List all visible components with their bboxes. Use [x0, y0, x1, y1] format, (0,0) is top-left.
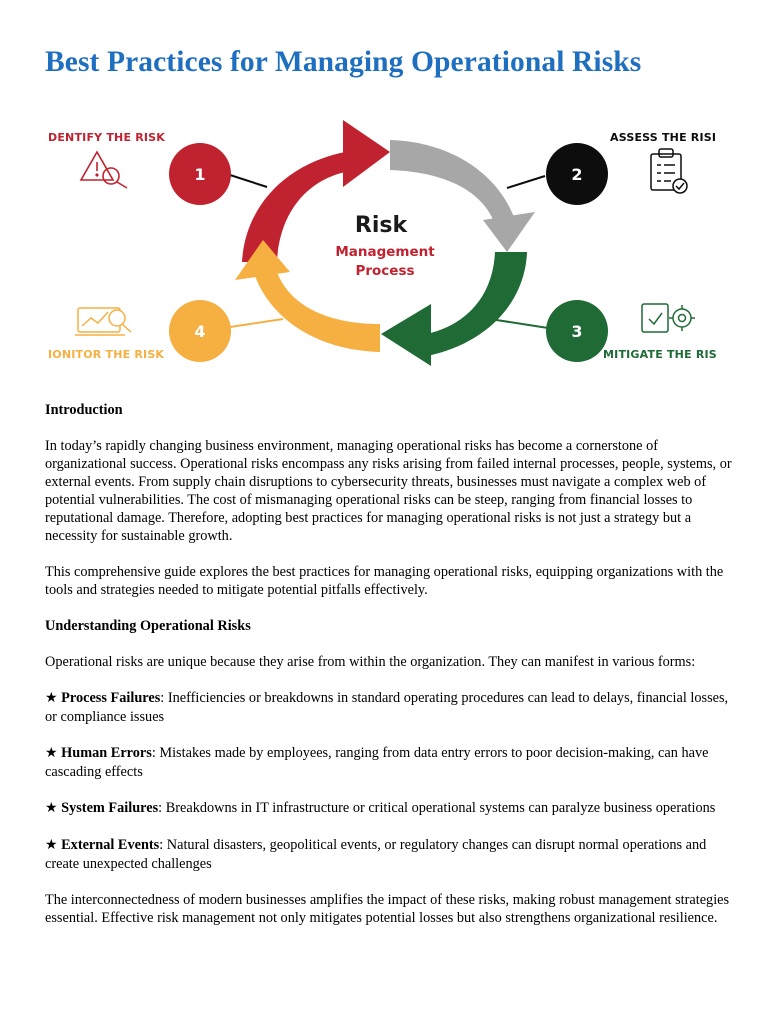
bullet-term: External Events: [61, 837, 160, 853]
star-icon: ★: [45, 838, 58, 853]
step-4-badge: [169, 300, 231, 362]
bullet-human-errors: [45, 744, 735, 781]
connector-line-3: [490, 319, 548, 328]
star-icon: ★: [45, 691, 58, 706]
step-1-label: DENTIFY THE RISK: [48, 131, 166, 144]
understanding-heading: Understanding Operational Risks: [45, 618, 251, 634]
bullet-process-failures: [45, 689, 735, 726]
bullet-text: : Mistakes made by employees, ranging from data entry errors to poor decision-making, can have cascading effects: [45, 745, 709, 780]
bullet-text: : Natural disasters, geopolitical events, or regulatory changes can disrupt normal operations and create unexpected challenges: [45, 837, 707, 872]
risk-management-process-diagram: [45, 112, 725, 372]
gear-check-icon: [642, 304, 695, 332]
bullet-system-failures: [45, 799, 735, 818]
step-1-badge: [169, 143, 231, 205]
bullet-external-events: [45, 836, 735, 873]
connector-line-1: [230, 175, 267, 187]
article-body: [45, 401, 735, 945]
step-1-number: 1: [194, 165, 206, 184]
star-icon: ★: [45, 801, 58, 816]
understanding-paragraph: Operational risks are unique because they arise from within the organization. They can manifest in various forms:: [45, 654, 696, 670]
bullet-text: : Breakdowns in IT infrastructure or critical operational systems can paralyze business operations: [158, 800, 716, 816]
star-icon: ★: [45, 746, 58, 761]
bullet-text: : Inefficiencies or breakdowns in standard operating procedures can lead to delays, financial losses, or compliance issues: [45, 690, 729, 725]
gray-arrow: [390, 140, 535, 252]
step-3-number: 3: [571, 322, 583, 341]
intro-heading: Introduction: [45, 402, 123, 418]
clipboard-checklist-icon: [651, 149, 687, 193]
bullet-term: Process Failures: [61, 690, 161, 706]
center-subtitle-line2: Process: [355, 263, 415, 279]
intro-paragraph-2: This comprehensive guide explores the best practices for managing operational risks, equipping organizations with the tools and strategies needed to mitigate potential pitfalls effectively.: [45, 564, 724, 598]
connector-line-2: [507, 176, 545, 188]
intro-paragraph-1: In today’s rapidly changing business environment, managing operational risks has become a cornerstone of organizational success. Operational risks encompass any risks arising from failed internal processes, people, systems, or external events. From supply chain disruptions to cybersecurity threats, businesses must navigate a complex web of potential vulnerabilities. The cost of mismanaging operational risks can be steep, ranging from financial losses to reputational damage. Therefore, adopting best practices for managing operational risks is not just a strategy but a necessity for sustainable growth.: [45, 438, 732, 544]
warning-magnifier-icon: [81, 152, 127, 188]
center-title: Risk: [354, 213, 408, 238]
step-4-number: 4: [194, 322, 206, 341]
step-3-badge: [546, 300, 608, 362]
red-arrow: [242, 120, 390, 262]
connector-line-4: [230, 319, 283, 327]
step-2-label: ASSESS THE RISI: [610, 131, 717, 144]
page-title: Best Practices for Managing Operational Risks: [45, 46, 642, 78]
step-2-badge: [546, 143, 608, 205]
step-4-label: IONITOR THE RISK: [48, 348, 165, 361]
diagram-svg: [45, 112, 725, 372]
center-subtitle-line1: Management: [335, 244, 435, 260]
step-2-number: 2: [571, 165, 583, 184]
monitor-chart-icon: [75, 308, 131, 335]
step-3-label: MITIGATE THE RIS: [603, 348, 717, 361]
bullet-term: System Failures: [61, 800, 159, 816]
bullet-term: Human Errors: [61, 745, 152, 761]
closing-paragraph: The interconnectedness of modern businesses amplifies the impact of these risks, making robust management strategies essential. Effective risk management not only mitigates potential losses but also strengthens organizational resilience.: [45, 892, 730, 926]
